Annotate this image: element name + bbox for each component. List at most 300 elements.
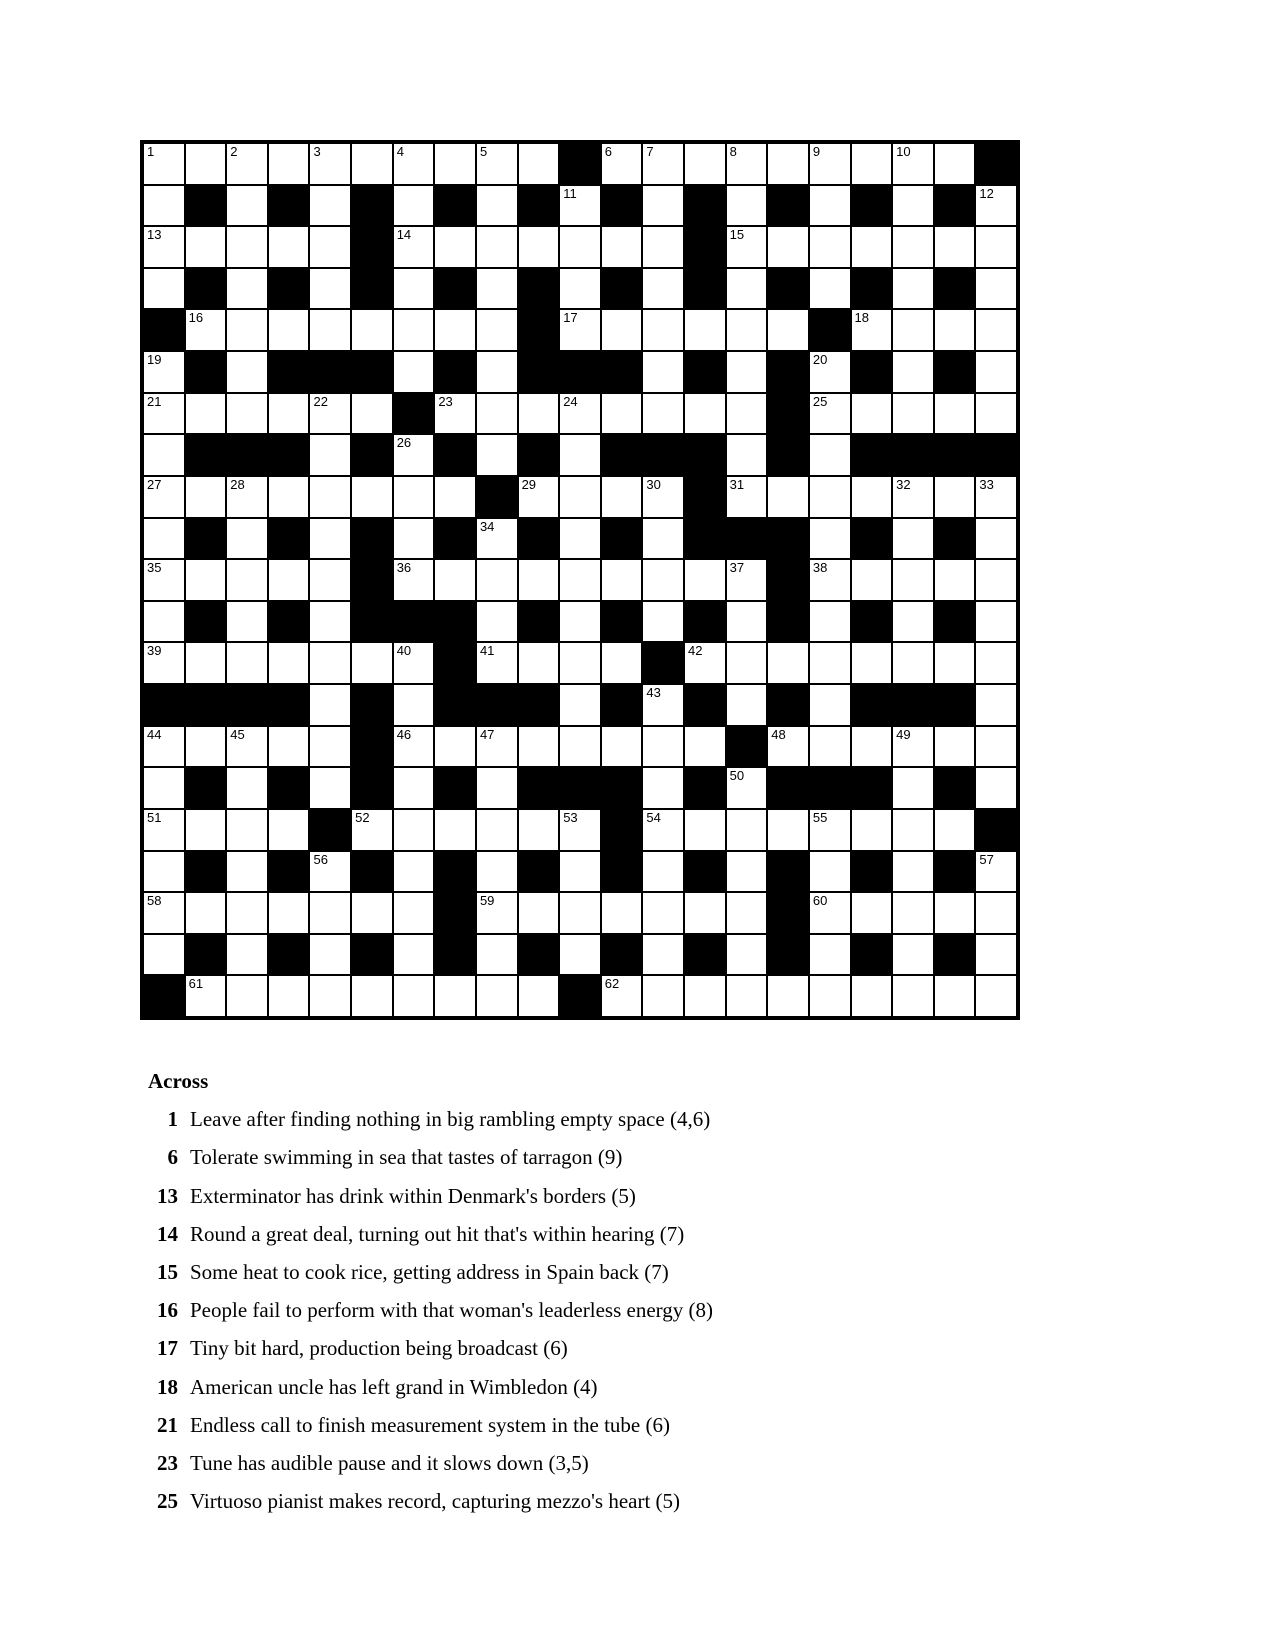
grid-cell[interactable] [269, 976, 309, 1016]
grid-cell[interactable] [186, 394, 226, 434]
grid-cell[interactable] [727, 893, 767, 933]
grid-cell[interactable] [768, 810, 808, 850]
grid-cell[interactable] [560, 435, 600, 475]
grid-cell[interactable] [893, 893, 933, 933]
grid-cell[interactable] [435, 310, 475, 350]
grid-cell[interactable] [643, 310, 683, 350]
grid-cell[interactable] [394, 935, 434, 975]
grid-cell[interactable] [352, 394, 392, 434]
grid-cell[interactable] [893, 976, 933, 1016]
grid-cell[interactable] [727, 310, 767, 350]
grid-cell[interactable] [976, 310, 1016, 350]
grid-cell[interactable] [602, 394, 642, 434]
grid-cell[interactable] [435, 976, 475, 1016]
grid-cell[interactable] [893, 186, 933, 226]
grid-cell[interactable] [560, 310, 600, 350]
grid-cell[interactable] [352, 477, 392, 517]
grid-cell[interactable] [602, 310, 642, 350]
grid-cell[interactable] [394, 186, 434, 226]
grid-cell[interactable] [310, 768, 350, 808]
grid-cell[interactable] [477, 976, 517, 1016]
grid-cell[interactable] [186, 477, 226, 517]
grid-cell[interactable] [394, 976, 434, 1016]
grid-cell[interactable] [144, 477, 184, 517]
grid-cell[interactable] [269, 477, 309, 517]
grid-cell[interactable] [768, 976, 808, 1016]
grid-cell[interactable] [727, 435, 767, 475]
grid-cell[interactable] [519, 727, 559, 767]
grid-cell[interactable] [560, 935, 600, 975]
grid-cell[interactable] [186, 893, 226, 933]
grid-cell[interactable] [643, 935, 683, 975]
grid-cell[interactable] [810, 810, 850, 850]
grid-cell[interactable] [310, 976, 350, 1016]
grid-cell[interactable] [435, 394, 475, 434]
grid-cell[interactable] [144, 727, 184, 767]
grid-cell[interactable] [893, 144, 933, 184]
grid-cell[interactable] [810, 144, 850, 184]
grid-cell[interactable] [935, 477, 975, 517]
grid-cell[interactable] [394, 643, 434, 683]
grid-cell[interactable] [186, 643, 226, 683]
grid-cell[interactable] [810, 269, 850, 309]
grid-cell[interactable] [727, 477, 767, 517]
grid-cell[interactable] [935, 310, 975, 350]
grid-cell[interactable] [227, 935, 267, 975]
grid-cell[interactable] [394, 685, 434, 725]
grid-cell[interactable] [519, 477, 559, 517]
grid-cell[interactable] [394, 477, 434, 517]
grid-cell[interactable] [602, 976, 642, 1016]
grid-cell[interactable] [477, 935, 517, 975]
grid-cell[interactable] [352, 643, 392, 683]
grid-cell[interactable] [519, 560, 559, 600]
grid-cell[interactable] [810, 727, 850, 767]
grid-cell[interactable] [560, 269, 600, 309]
grid-cell[interactable] [186, 976, 226, 1016]
grid-cell[interactable] [269, 227, 309, 267]
grid-cell[interactable] [727, 227, 767, 267]
grid-cell[interactable] [477, 186, 517, 226]
grid-cell[interactable] [810, 352, 850, 392]
grid-cell[interactable] [310, 435, 350, 475]
grid-cell[interactable] [935, 727, 975, 767]
grid-cell[interactable] [560, 643, 600, 683]
grid-cell[interactable] [144, 935, 184, 975]
grid-cell[interactable] [643, 352, 683, 392]
grid-cell[interactable] [810, 685, 850, 725]
grid-cell[interactable] [768, 727, 808, 767]
grid-cell[interactable] [935, 394, 975, 434]
grid-cell[interactable] [810, 394, 850, 434]
grid-cell[interactable] [727, 560, 767, 600]
grid-cell[interactable] [893, 269, 933, 309]
grid-cell[interactable] [227, 893, 267, 933]
grid-cell[interactable] [186, 560, 226, 600]
grid-cell[interactable] [560, 560, 600, 600]
grid-cell[interactable] [810, 643, 850, 683]
grid-cell[interactable] [643, 144, 683, 184]
grid-cell[interactable] [269, 727, 309, 767]
grid-cell[interactable] [727, 768, 767, 808]
grid-cell[interactable] [144, 435, 184, 475]
grid-cell[interactable] [394, 852, 434, 892]
grid-cell[interactable] [477, 560, 517, 600]
grid-cell[interactable] [893, 352, 933, 392]
grid-cell[interactable] [643, 768, 683, 808]
grid-cell[interactable] [685, 727, 725, 767]
grid-cell[interactable] [643, 602, 683, 642]
grid-cell[interactable] [477, 227, 517, 267]
grid-cell[interactable] [477, 643, 517, 683]
grid-cell[interactable] [810, 852, 850, 892]
grid-cell[interactable] [519, 643, 559, 683]
grid-cell[interactable] [394, 269, 434, 309]
grid-cell[interactable] [643, 477, 683, 517]
grid-cell[interactable] [227, 352, 267, 392]
grid-cell[interactable] [310, 394, 350, 434]
grid-cell[interactable] [394, 519, 434, 559]
grid-cell[interactable] [935, 893, 975, 933]
grid-cell[interactable] [186, 227, 226, 267]
grid-cell[interactable] [477, 768, 517, 808]
grid-cell[interactable] [602, 144, 642, 184]
grid-cell[interactable] [144, 602, 184, 642]
grid-cell[interactable] [727, 394, 767, 434]
grid-cell[interactable] [144, 227, 184, 267]
grid-cell[interactable] [227, 269, 267, 309]
grid-cell[interactable] [893, 602, 933, 642]
grid-cell[interactable] [602, 227, 642, 267]
grid-cell[interactable] [394, 727, 434, 767]
grid-cell[interactable] [893, 643, 933, 683]
grid-cell[interactable] [435, 477, 475, 517]
grid-cell[interactable] [310, 602, 350, 642]
grid-cell[interactable] [519, 810, 559, 850]
grid-cell[interactable] [810, 976, 850, 1016]
grid-cell[interactable] [269, 643, 309, 683]
grid-cell[interactable] [893, 768, 933, 808]
grid-cell[interactable] [227, 810, 267, 850]
grid-cell[interactable] [935, 560, 975, 600]
grid-cell[interactable] [685, 394, 725, 434]
grid-cell[interactable] [310, 852, 350, 892]
grid-cell[interactable] [394, 810, 434, 850]
grid-cell[interactable] [976, 560, 1016, 600]
grid-cell[interactable] [519, 893, 559, 933]
grid-cell[interactable] [893, 810, 933, 850]
grid-cell[interactable] [768, 477, 808, 517]
grid-cell[interactable] [893, 560, 933, 600]
grid-cell[interactable] [435, 144, 475, 184]
grid-cell[interactable] [394, 144, 434, 184]
grid-cell[interactable] [643, 560, 683, 600]
grid-cell[interactable] [186, 144, 226, 184]
grid-cell[interactable] [560, 602, 600, 642]
grid-cell[interactable] [144, 643, 184, 683]
grid-cell[interactable] [935, 976, 975, 1016]
grid-cell[interactable] [852, 976, 892, 1016]
grid-cell[interactable] [144, 186, 184, 226]
grid-cell[interactable] [643, 269, 683, 309]
grid-cell[interactable] [394, 893, 434, 933]
grid-cell[interactable] [602, 560, 642, 600]
grid-cell[interactable] [186, 727, 226, 767]
grid-cell[interactable] [810, 560, 850, 600]
grid-cell[interactable] [727, 643, 767, 683]
grid-cell[interactable] [560, 519, 600, 559]
grid-cell[interactable] [560, 893, 600, 933]
grid-cell[interactable] [685, 310, 725, 350]
grid-cell[interactable] [727, 352, 767, 392]
grid-cell[interactable] [727, 602, 767, 642]
grid-cell[interactable] [976, 477, 1016, 517]
grid-cell[interactable] [310, 310, 350, 350]
grid-cell[interactable] [269, 810, 309, 850]
grid-cell[interactable] [810, 435, 850, 475]
grid-cell[interactable] [976, 643, 1016, 683]
grid-cell[interactable] [560, 227, 600, 267]
grid-cell[interactable] [186, 310, 226, 350]
grid-cell[interactable] [227, 976, 267, 1016]
grid-cell[interactable] [227, 727, 267, 767]
grid-cell[interactable] [186, 810, 226, 850]
grid-cell[interactable] [893, 227, 933, 267]
grid-cell[interactable] [685, 976, 725, 1016]
grid-cell[interactable] [435, 810, 475, 850]
grid-cell[interactable] [935, 643, 975, 683]
grid-cell[interactable] [227, 519, 267, 559]
grid-cell[interactable] [394, 768, 434, 808]
grid-cell[interactable] [810, 186, 850, 226]
grid-cell[interactable] [685, 893, 725, 933]
grid-cell[interactable] [852, 394, 892, 434]
grid-cell[interactable] [768, 310, 808, 350]
grid-cell[interactable] [144, 852, 184, 892]
grid-cell[interactable] [893, 310, 933, 350]
grid-cell[interactable] [477, 269, 517, 309]
grid-cell[interactable] [976, 186, 1016, 226]
grid-cell[interactable] [144, 394, 184, 434]
grid-cell[interactable] [227, 602, 267, 642]
grid-cell[interactable] [477, 519, 517, 559]
grid-cell[interactable] [935, 144, 975, 184]
grid-cell[interactable] [768, 144, 808, 184]
grid-cell[interactable] [144, 144, 184, 184]
grid-cell[interactable] [602, 477, 642, 517]
grid-cell[interactable] [560, 727, 600, 767]
grid-cell[interactable] [477, 893, 517, 933]
grid-cell[interactable] [727, 810, 767, 850]
grid-cell[interactable] [893, 477, 933, 517]
grid-cell[interactable] [685, 810, 725, 850]
grid-cell[interactable] [643, 893, 683, 933]
grid-cell[interactable] [685, 643, 725, 683]
grid-cell[interactable] [269, 560, 309, 600]
grid-cell[interactable] [435, 727, 475, 767]
grid-cell[interactable] [768, 227, 808, 267]
grid-cell[interactable] [560, 477, 600, 517]
grid-cell[interactable] [810, 602, 850, 642]
grid-cell[interactable] [519, 976, 559, 1016]
grid-cell[interactable] [519, 144, 559, 184]
grid-cell[interactable] [602, 893, 642, 933]
grid-cell[interactable] [269, 893, 309, 933]
grid-cell[interactable] [893, 519, 933, 559]
grid-cell[interactable] [935, 810, 975, 850]
grid-cell[interactable] [976, 227, 1016, 267]
grid-cell[interactable] [310, 477, 350, 517]
grid-cell[interactable] [560, 685, 600, 725]
grid-cell[interactable] [352, 310, 392, 350]
grid-cell[interactable] [852, 810, 892, 850]
grid-cell[interactable] [727, 935, 767, 975]
grid-cell[interactable] [768, 643, 808, 683]
grid-cell[interactable] [310, 727, 350, 767]
grid-cell[interactable] [976, 976, 1016, 1016]
grid-cell[interactable] [810, 227, 850, 267]
grid-cell[interactable] [310, 560, 350, 600]
grid-cell[interactable] [810, 935, 850, 975]
grid-cell[interactable] [976, 519, 1016, 559]
grid-cell[interactable] [685, 560, 725, 600]
grid-cell[interactable] [852, 727, 892, 767]
grid-cell[interactable] [310, 935, 350, 975]
grid-cell[interactable] [310, 186, 350, 226]
grid-cell[interactable] [852, 643, 892, 683]
grid-cell[interactable] [976, 685, 1016, 725]
grid-cell[interactable] [227, 310, 267, 350]
grid-cell[interactable] [477, 352, 517, 392]
grid-cell[interactable] [976, 352, 1016, 392]
grid-cell[interactable] [560, 810, 600, 850]
grid-cell[interactable] [976, 768, 1016, 808]
grid-cell[interactable] [727, 186, 767, 226]
grid-cell[interactable] [269, 144, 309, 184]
grid-cell[interactable] [727, 852, 767, 892]
grid-cell[interactable] [477, 394, 517, 434]
grid-cell[interactable] [394, 352, 434, 392]
grid-cell[interactable] [310, 685, 350, 725]
grid-cell[interactable] [852, 144, 892, 184]
grid-cell[interactable] [685, 144, 725, 184]
grid-cell[interactable] [477, 435, 517, 475]
grid-cell[interactable] [477, 602, 517, 642]
grid-cell[interactable] [394, 560, 434, 600]
grid-cell[interactable] [435, 560, 475, 600]
grid-cell[interactable] [602, 643, 642, 683]
grid-cell[interactable] [352, 144, 392, 184]
grid-cell[interactable] [310, 893, 350, 933]
grid-cell[interactable] [893, 935, 933, 975]
grid-cell[interactable] [602, 727, 642, 767]
grid-cell[interactable] [852, 560, 892, 600]
grid-cell[interactable] [477, 852, 517, 892]
grid-cell[interactable] [643, 810, 683, 850]
grid-cell[interactable] [976, 935, 1016, 975]
grid-cell[interactable] [935, 227, 975, 267]
grid-cell[interactable] [477, 810, 517, 850]
grid-cell[interactable] [727, 976, 767, 1016]
grid-cell[interactable] [893, 394, 933, 434]
grid-cell[interactable] [144, 269, 184, 309]
grid-cell[interactable] [227, 394, 267, 434]
grid-cell[interactable] [227, 477, 267, 517]
grid-cell[interactable] [394, 310, 434, 350]
grid-cell[interactable] [227, 227, 267, 267]
grid-cell[interactable] [477, 310, 517, 350]
grid-cell[interactable] [310, 519, 350, 559]
grid-cell[interactable] [727, 269, 767, 309]
grid-cell[interactable] [976, 269, 1016, 309]
grid-cell[interactable] [519, 394, 559, 434]
grid-cell[interactable] [852, 477, 892, 517]
grid-cell[interactable] [727, 144, 767, 184]
grid-cell[interactable] [310, 144, 350, 184]
grid-cell[interactable] [352, 810, 392, 850]
grid-cell[interactable] [810, 477, 850, 517]
grid-cell[interactable] [144, 810, 184, 850]
grid-cell[interactable] [477, 144, 517, 184]
grid-cell[interactable] [144, 768, 184, 808]
grid-cell[interactable] [144, 519, 184, 559]
grid-cell[interactable] [643, 976, 683, 1016]
grid-cell[interactable] [810, 519, 850, 559]
grid-cell[interactable] [852, 310, 892, 350]
grid-cell[interactable] [310, 643, 350, 683]
grid-cell[interactable] [643, 519, 683, 559]
grid-cell[interactable] [394, 435, 434, 475]
grid-cell[interactable] [976, 727, 1016, 767]
grid-cell[interactable] [643, 727, 683, 767]
grid-cell[interactable] [144, 893, 184, 933]
grid-cell[interactable] [310, 269, 350, 309]
grid-cell[interactable] [727, 685, 767, 725]
grid-cell[interactable] [227, 144, 267, 184]
grid-cell[interactable] [435, 227, 475, 267]
grid-cell[interactable] [893, 727, 933, 767]
grid-cell[interactable] [227, 852, 267, 892]
grid-cell[interactable] [976, 394, 1016, 434]
grid-cell[interactable] [810, 893, 850, 933]
grid-cell[interactable] [976, 852, 1016, 892]
grid-cell[interactable] [352, 893, 392, 933]
grid-cell[interactable] [643, 852, 683, 892]
grid-cell[interactable] [852, 227, 892, 267]
grid-cell[interactable] [893, 852, 933, 892]
grid-cell[interactable] [976, 893, 1016, 933]
grid-cell[interactable] [976, 602, 1016, 642]
grid-cell[interactable] [144, 352, 184, 392]
grid-cell[interactable] [227, 768, 267, 808]
grid-cell[interactable] [352, 976, 392, 1016]
grid-cell[interactable] [560, 186, 600, 226]
grid-cell[interactable] [643, 227, 683, 267]
grid-cell[interactable] [643, 394, 683, 434]
grid-cell[interactable] [227, 560, 267, 600]
grid-cell[interactable] [852, 893, 892, 933]
grid-cell[interactable] [394, 227, 434, 267]
grid-cell[interactable] [144, 560, 184, 600]
grid-cell[interactable] [269, 310, 309, 350]
grid-cell[interactable] [643, 685, 683, 725]
grid-cell[interactable] [269, 394, 309, 434]
grid-cell[interactable] [643, 186, 683, 226]
grid-cell[interactable] [310, 227, 350, 267]
grid-cell[interactable] [560, 394, 600, 434]
grid-cell[interactable] [560, 852, 600, 892]
grid-cell[interactable] [227, 643, 267, 683]
